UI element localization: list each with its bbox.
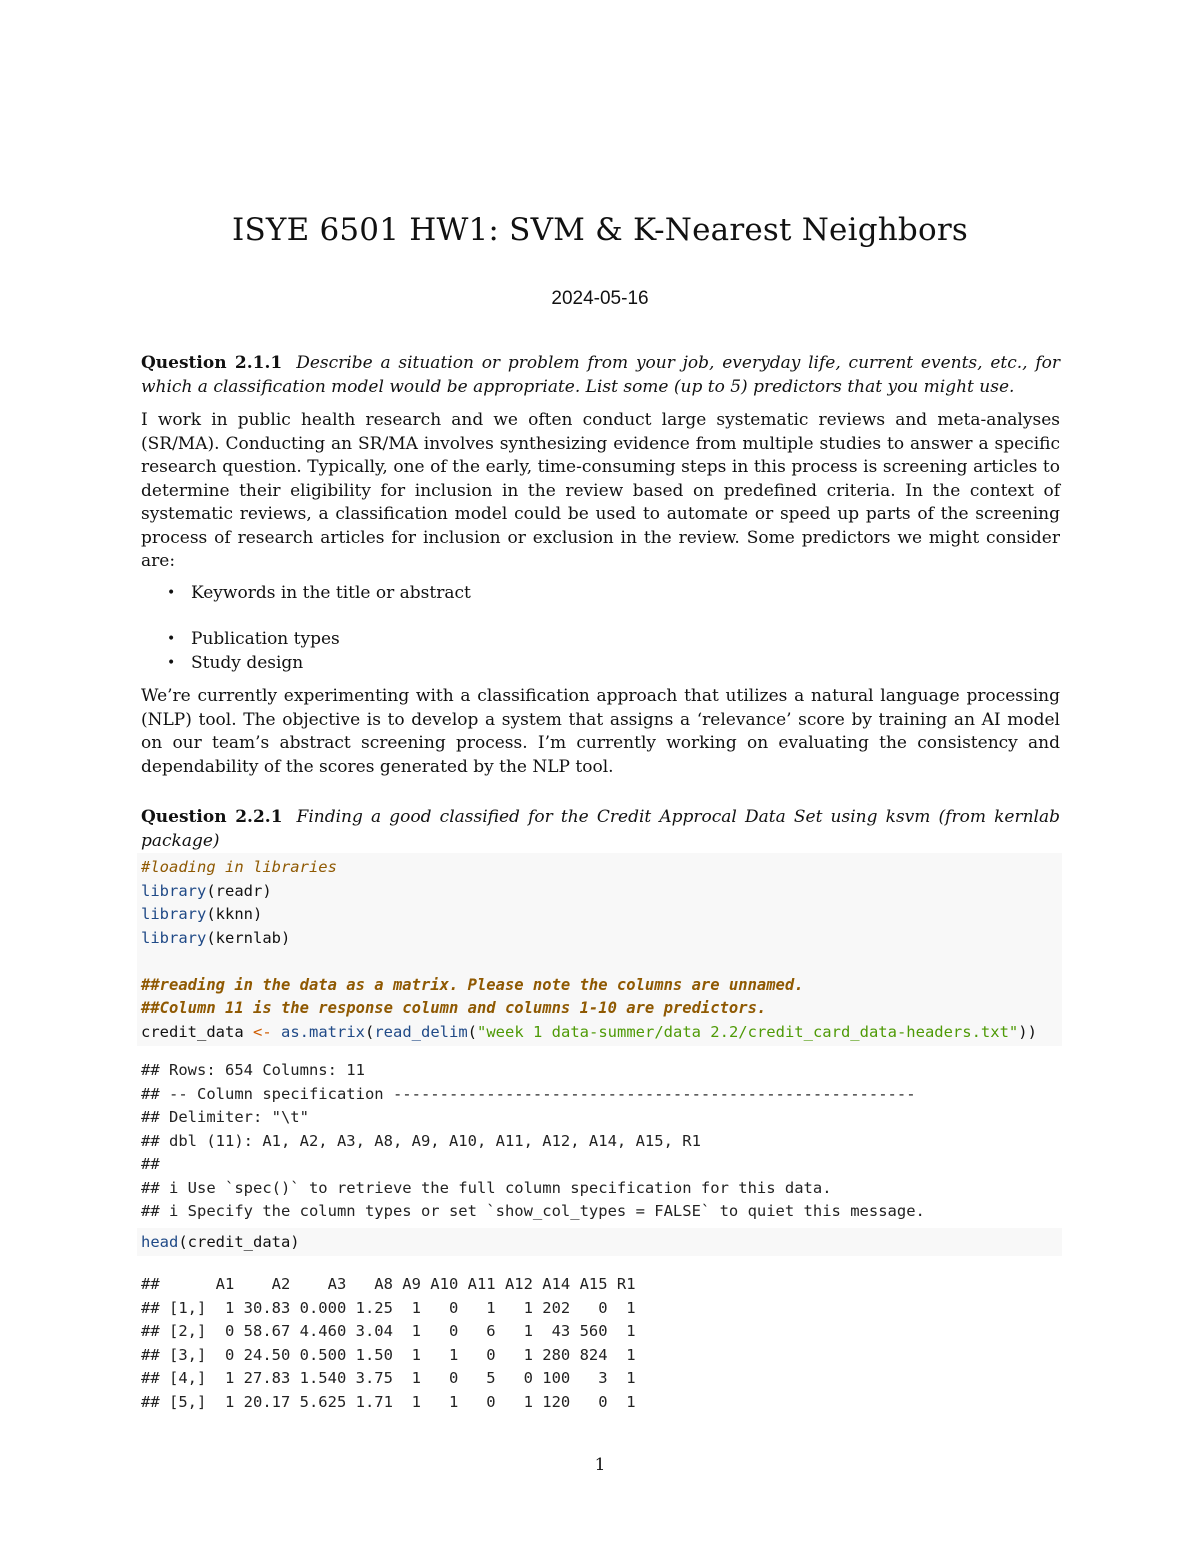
code-function: library xyxy=(141,905,207,923)
table-row: ## [2,] 0 58.67 4.460 3.04 1 0 6 1 43 560 1 xyxy=(141,1322,636,1340)
table-row: ## [4,] 1 27.83 1.540 3.75 1 0 5 0 100 3 1 xyxy=(141,1369,636,1387)
table-row: ## A1 A2 A3 A8 A9 A10 A11 A12 A14 A15 R1 xyxy=(141,1275,636,1293)
answer-paragraph-1: I work in public health research and we often conduct large systematic reviews and meta-analyses (SR/MA). Conducting an SR/MA involves synthesizing evidence from multiple studies to answer a specific research question. Typically, one of the early, time-consuming steps in this process is screening articles to determine their eligibility for inclusion in the review based on predefined criteria. In the context of systematic reviews, a classification model could be used to automate or speed up parts of the screening process of research articles for inclusion or exclusion in the review. Some predictors we might consider are: xyxy=(141,410,1060,571)
predictor-list xyxy=(141,582,1060,676)
output-line: ## -- Column specification -------------------------------------------------------- xyxy=(141,1084,916,1103)
code-variable: credit_data xyxy=(141,1022,253,1041)
output-line: ## xyxy=(141,1155,160,1173)
output-line: ## Delimiter: "\t" xyxy=(141,1108,309,1126)
table-row: ## [3,] 0 24.50 0.500 1.50 1 1 0 1 280 824 1 xyxy=(141,1345,636,1364)
code-function: head xyxy=(141,1232,179,1251)
list-item: • Publication types xyxy=(191,628,1060,652)
code-paren: ( xyxy=(365,1022,375,1041)
list-item: • Study design xyxy=(191,652,1060,676)
console-output-read xyxy=(141,1059,1060,1224)
document-title: ISYE 6501 HW1: SVM & K-Nearest Neighbors xyxy=(232,212,968,248)
output-line: ## dbl (11): A1, A2, A3, A8, A9, A10, A11, A12, A14, A15, R1 xyxy=(141,1131,701,1150)
code-string: "week 1 data-summer/data 2.2/credit_card_data-headers.txt" xyxy=(477,1022,1019,1041)
code-args: (kernlab) xyxy=(206,928,291,947)
question-2-1-1 xyxy=(141,352,1060,399)
code-comment: ##Column 11 is the response column and columns 1-10 are predictors. xyxy=(141,999,767,1017)
output-line: ## Rows: 654 Columns: 11 xyxy=(141,1061,365,1079)
table-row: ## [1,] 1 30.83 0.000 1.25 1 0 1 1 202 0 1 xyxy=(141,1298,636,1317)
answer-paragraph-2: We’re currently experimenting with a classification approach that utilizes a natural language processing (NLP) tool. The objective is to develop a system that assigns a ‘relevance’ score by training an AI model on our team’s abstract screening process. I’m currently working on evaluating the consistency and dependability of the scores generated by the NLP tool. xyxy=(141,686,1060,777)
code-function: library xyxy=(141,881,207,900)
list-item: • Keywords in the title or abstract xyxy=(191,582,1060,606)
question-label: Question 2.2.1 xyxy=(141,807,283,827)
question-prompt: Describe a situation or problem from your job, everyday life, current events, etc., for which a classification model would be appropriate. List some (up to 5) predictors that you might use. xyxy=(141,353,1060,397)
output-line: ## i Specify the column types or set `show_col_types = FALSE` to quiet this message. xyxy=(141,1202,925,1220)
code-block-head xyxy=(137,1228,1062,1257)
code-args: (readr) xyxy=(206,881,272,900)
code-args: (credit_data) xyxy=(178,1232,300,1251)
code-function: library xyxy=(141,928,207,947)
code-paren: ( xyxy=(467,1022,478,1041)
table-row: ## [5,] 1 20.17 5.625 1.71 1 1 0 1 120 0 1 xyxy=(141,1392,636,1411)
question-label: Question 2.1.1 xyxy=(141,353,283,373)
document-date: 2024-05-16 xyxy=(551,288,649,309)
question-2-2-1 xyxy=(141,806,1060,853)
code-args: (kknn) xyxy=(206,905,263,923)
code-comment: ##reading in the data as a matrix. Please note the columns are unnamed. xyxy=(141,975,804,994)
code-function: read_delim xyxy=(374,1022,468,1041)
code-function: as.matrix xyxy=(281,1022,365,1041)
question-prompt: Finding a good classified for the Credit Approcal Data Set using ksvm (from kernlab package) xyxy=(141,807,1060,851)
code-block-load xyxy=(137,853,1062,1046)
output-line: ## i Use `spec()` to retrieve the full column specification for this data. xyxy=(141,1178,832,1197)
code-operator: <- xyxy=(252,1022,272,1041)
console-output-head xyxy=(141,1273,1060,1414)
page-number: 1 xyxy=(594,1455,606,1475)
document-body xyxy=(141,352,1060,1414)
code-comment: #loading in libraries xyxy=(141,858,337,876)
code-paren: )) xyxy=(1018,1022,1037,1041)
